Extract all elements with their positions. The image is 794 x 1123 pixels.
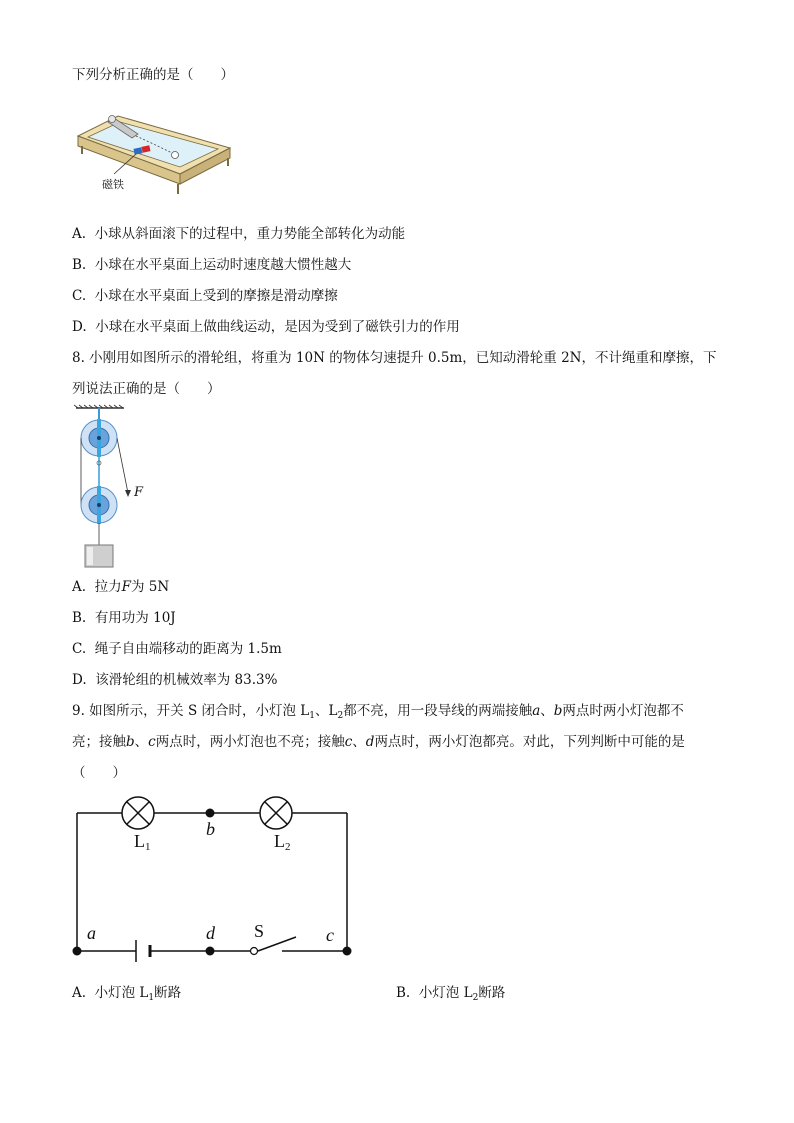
option-letter: A. — [72, 579, 87, 595]
circuit-lamp-l1-label — [134, 832, 151, 856]
q9-option-a — [72, 984, 181, 1007]
subscript: 1 — [309, 711, 315, 721]
stem-variable: a — [532, 703, 541, 719]
stem-text: 两点时两小灯泡都不 — [562, 703, 684, 719]
subscript: 2 — [337, 711, 344, 721]
stem-variable: b — [126, 734, 135, 750]
subscript: 1 — [145, 841, 151, 853]
subscript: 2 — [472, 993, 479, 1003]
stem-text: 、 — [134, 734, 149, 750]
option-text: 小灯泡 L — [94, 985, 149, 1001]
option-text: 小灯泡 L — [418, 985, 473, 1001]
circuit-point-c: c — [326, 925, 334, 945]
option-variable: F — [121, 579, 132, 595]
stem-variable: c — [148, 734, 156, 750]
q7-option-c — [72, 287, 338, 305]
stem-variable: c — [344, 734, 353, 750]
option-text: 小球在水平桌面上运动时速度越大惯性越大 — [94, 257, 352, 273]
q7-option-a — [72, 225, 405, 243]
stem-text: 两点时，两小灯泡也不亮；接触 — [155, 734, 345, 750]
stem-text: 、L — [315, 703, 338, 719]
q9-circuit-diagram — [70, 795, 360, 960]
option-letter: B. — [72, 610, 87, 626]
option-text: 小球在水平桌面上做曲线运动，是因为受到了磁铁引力的作用 — [95, 319, 460, 335]
stem-text: 两点时，两小灯泡都亮。对此，下列判断中可能的是 — [374, 734, 685, 750]
subscript: 1 — [148, 993, 155, 1003]
q7-option-d — [72, 318, 460, 336]
q9-stem-line3: （ ） — [72, 765, 126, 781]
q8-option-b — [72, 609, 176, 627]
q8-option-d — [72, 671, 277, 689]
option-letter: B. — [72, 257, 87, 273]
circuit-point-d: d — [206, 923, 215, 943]
stem-text: 亮；接触 — [72, 734, 126, 750]
lamp-letter: L — [274, 831, 285, 851]
q8-option-a — [72, 578, 169, 596]
option-text: 有用功为 10J — [94, 610, 176, 626]
stem-text: 都不亮，用一段导线的两端接触 — [343, 703, 533, 719]
option-text: 小球从斜面滚下的过程中，重力势能全部转化为动能 — [94, 226, 406, 242]
option-letter: D. — [72, 672, 87, 688]
circuit-lamp-l2-label — [274, 832, 291, 856]
stem-variable: b — [553, 703, 563, 719]
option-letter: A. — [72, 985, 87, 1001]
option-text: 绳子自由端移动的距离为 1.5m — [94, 641, 282, 657]
q9-stem-line1 — [72, 702, 684, 725]
option-text: 拉力 — [94, 579, 122, 595]
q8-stem-line1: 8. 小刚用如图所示的滑轮组，将重为 10N 的物体匀速提升 0.5m，已知动滑轮重 2N，不计绳重和摩擦，下 — [72, 350, 717, 366]
option-letter: C. — [72, 288, 87, 304]
option-letter: A. — [72, 226, 87, 242]
circuit-point-b: b — [206, 819, 215, 839]
q9-option-b — [396, 984, 505, 1007]
q8-stem-line2: 列说法正确的是（ ） — [72, 381, 221, 397]
q7-figure-table — [74, 112, 234, 196]
circuit-switch-label: S — [254, 921, 265, 941]
option-text: 断路 — [154, 985, 182, 1001]
q7-stem: 下列分析正确的是（ ） — [72, 67, 234, 83]
stem-variable: d — [365, 734, 375, 750]
option-text: 断路 — [478, 985, 506, 1001]
option-text: 该滑轮组的机械效率为 83.3% — [95, 672, 278, 688]
option-letter: C. — [72, 641, 87, 657]
option-text: 小球在水平桌面上受到的摩擦是滑动摩擦 — [94, 288, 338, 304]
subscript: 2 — [285, 841, 291, 853]
lamp-letter: L — [134, 831, 145, 851]
q8-option-c — [72, 640, 282, 658]
option-text: 为 5N — [131, 579, 170, 595]
q7-figure-label: 磁铁 — [102, 178, 124, 191]
q7-option-b — [72, 256, 351, 274]
stem-text: 、 — [540, 703, 554, 719]
stem-text: 9. 如图所示，开关 S 闭合时，小灯泡 L — [72, 703, 310, 719]
option-letter: D. — [72, 319, 87, 335]
option-letter: B. — [396, 985, 411, 1001]
circuit-point-a: a — [87, 923, 96, 943]
q9-stem-line2 — [72, 733, 685, 751]
stem-text: 、 — [352, 734, 366, 750]
q8-figure-force-label: F — [134, 485, 144, 500]
